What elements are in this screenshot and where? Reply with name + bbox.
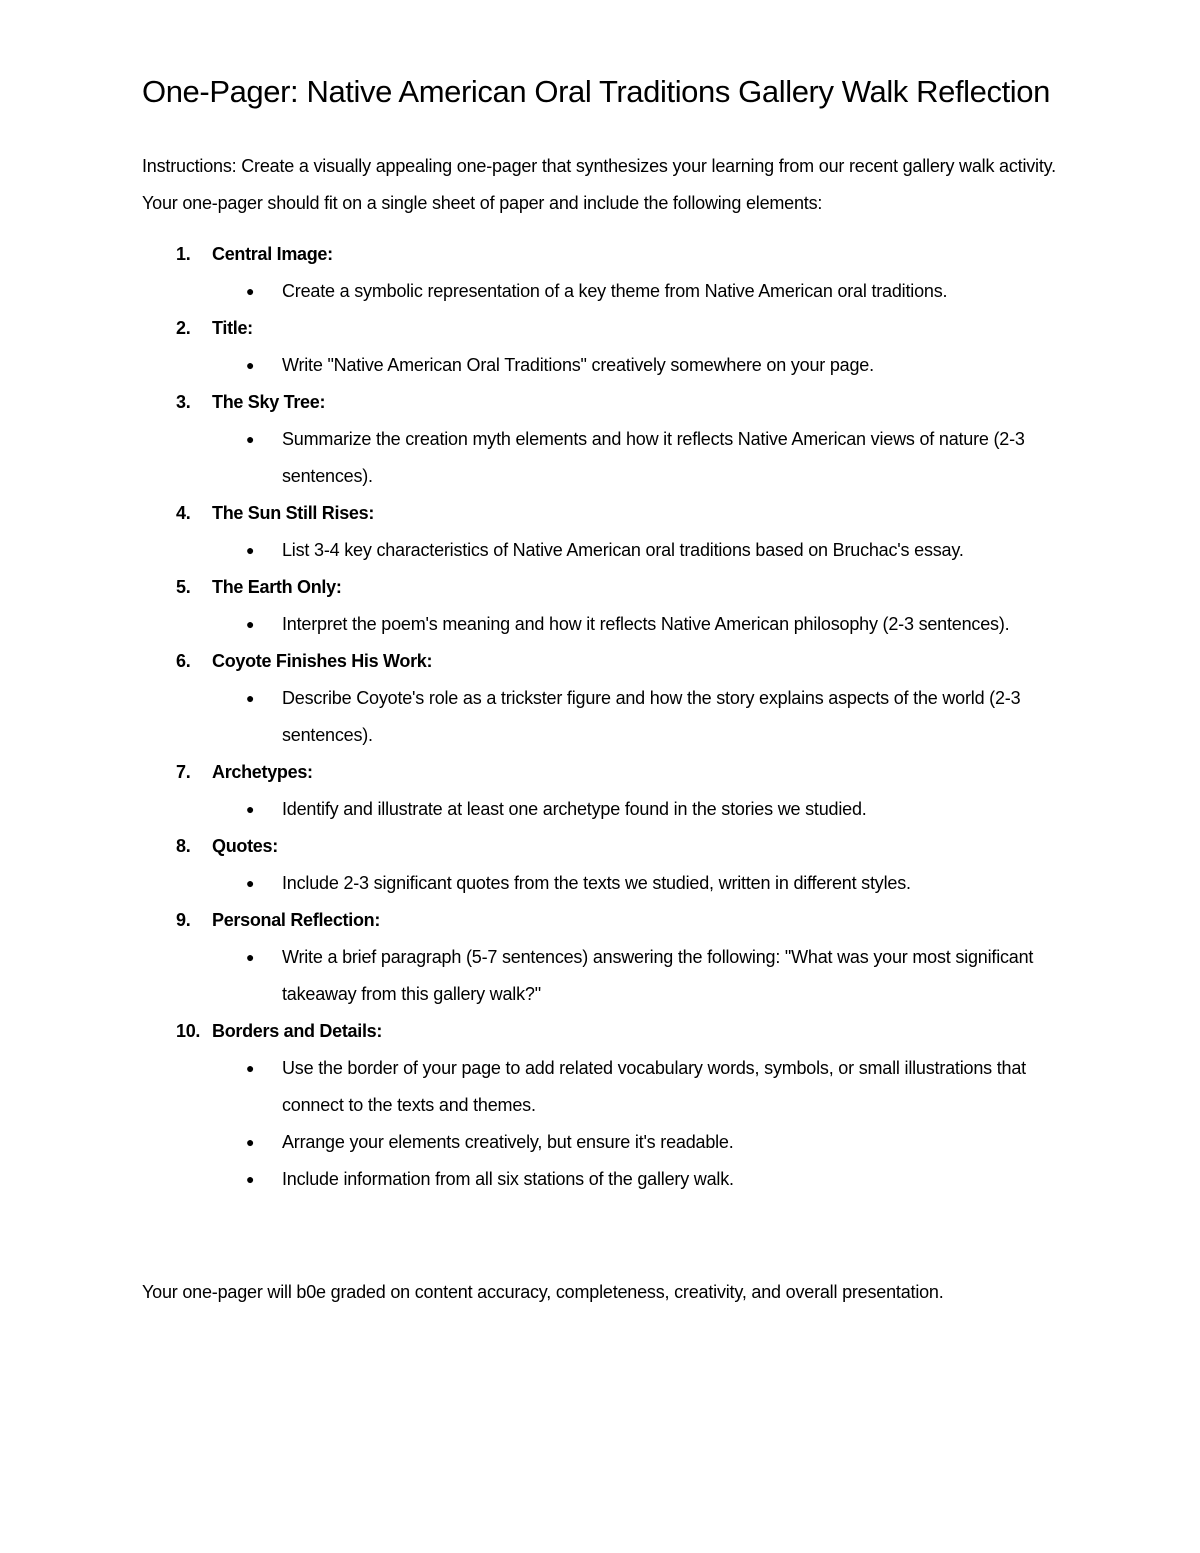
bullet-text: Summarize the creation myth elements and how it reflects Native American views of nature (2-3 sentences). <box>282 429 1025 486</box>
bullet-item <box>142 606 1060 643</box>
section-heading <box>142 754 1060 791</box>
bullet-dot-icon: ● <box>246 690 255 706</box>
section-number: 3. <box>176 392 191 412</box>
bullet-list <box>142 791 1060 828</box>
bullet-list <box>142 1050 1060 1198</box>
bullet-dot-icon: ● <box>246 801 255 817</box>
bullet-dot-icon: ● <box>246 949 255 965</box>
bullet-list <box>142 865 1060 902</box>
section-heading <box>142 236 1060 273</box>
section-heading <box>142 828 1060 865</box>
section-number: 7. <box>176 762 191 782</box>
bullet-text: Use the border of your page to add related vocabulary words, symbols, or small illustrations that connect to the texts and themes. <box>282 1058 1026 1115</box>
bullet-item <box>142 1161 1060 1198</box>
grading-note: Your one-pager will b0e graded on content accuracy, completeness, creativity, and overall presentation. <box>142 1282 944 1302</box>
bullet-item <box>142 1124 1060 1161</box>
list-item <box>142 569 1060 643</box>
section-heading <box>142 569 1060 606</box>
section-number: 4. <box>176 503 191 523</box>
bullet-item <box>142 273 1060 310</box>
page-title: One-Pager: Native American Oral Traditions Gallery Walk Reflection <box>142 74 1050 109</box>
bullet-text: Include information from all six stations of the gallery walk. <box>282 1169 734 1189</box>
bullet-item <box>142 791 1060 828</box>
bullet-text: Write a brief paragraph (5-7 sentences) answering the following: "What was your most significant takeaway from this gallery walk?" <box>282 947 1034 1004</box>
list-item <box>142 384 1060 495</box>
section-heading <box>142 495 1060 532</box>
bullet-text: Describe Coyote's role as a trickster figure and how the story explains aspects of the world (2-3 sentences). <box>282 688 1021 745</box>
bullet-list <box>142 532 1060 569</box>
section-heading <box>142 902 1060 939</box>
section-number: 1. <box>176 244 191 264</box>
section-label: Archetypes: <box>212 762 313 782</box>
instructions-paragraph: Instructions: Create a visually appealing one-pager that synthesizes your learning from our recent gallery walk activity. Your one-pager should fit on a single sheet of paper and include the following elements: <box>142 156 1056 213</box>
bullet-text: Create a symbolic representation of a key theme from Native American oral traditions. <box>282 281 948 301</box>
list-item <box>142 310 1060 384</box>
section-heading <box>142 310 1060 347</box>
bullet-item <box>142 421 1060 495</box>
bullet-item <box>142 1050 1060 1124</box>
bullet-item <box>142 865 1060 902</box>
bullet-item <box>142 680 1060 754</box>
bullet-text: List 3-4 key characteristics of Native American oral traditions based on Bruchac's essay. <box>282 540 964 560</box>
section-number: 5. <box>176 577 191 597</box>
section-label: Central Image: <box>212 244 333 264</box>
bullet-text: Include 2-3 significant quotes from the texts we studied, written in different styles. <box>282 873 911 893</box>
section-label: Title: <box>212 318 253 338</box>
bullet-list <box>142 680 1060 754</box>
section-label: The Sun Still Rises: <box>212 503 375 523</box>
section-number: 10. <box>176 1021 201 1041</box>
bullet-item <box>142 939 1060 1013</box>
bullet-list <box>142 273 1060 310</box>
section-number: 9. <box>176 910 191 930</box>
bullet-list <box>142 939 1060 1013</box>
bullet-list <box>142 606 1060 643</box>
bullet-list <box>142 347 1060 384</box>
section-heading <box>142 384 1060 421</box>
section-label: Borders and Details: <box>212 1021 383 1041</box>
bullet-dot-icon: ● <box>246 875 255 891</box>
section-heading <box>142 1013 1060 1050</box>
bullet-dot-icon: ● <box>246 616 255 632</box>
section-label: Coyote Finishes His Work: <box>212 651 433 671</box>
bullet-item <box>142 347 1060 384</box>
section-label: Quotes: <box>212 836 278 856</box>
bullet-dot-icon: ● <box>246 431 255 447</box>
section-heading <box>142 643 1060 680</box>
bullet-dot-icon: ● <box>246 1060 255 1076</box>
section-number: 8. <box>176 836 191 856</box>
bullet-item <box>142 532 1060 569</box>
section-number: 6. <box>176 651 191 671</box>
bullet-text: Write "Native American Oral Traditions" creatively somewhere on your page. <box>282 355 874 375</box>
section-label: The Sky Tree: <box>212 392 326 412</box>
element-list <box>142 236 1060 1198</box>
bullet-dot-icon: ● <box>246 542 255 558</box>
bullet-text: Interpret the poem's meaning and how it reflects Native American philosophy (2-3 sentences). <box>282 614 1010 634</box>
bullet-text: Identify and illustrate at least one archetype found in the stories we studied. <box>282 799 867 819</box>
bullet-dot-icon: ● <box>246 1134 255 1150</box>
bullet-list <box>142 421 1060 495</box>
section-label: Personal Reflection: <box>212 910 381 930</box>
list-item <box>142 643 1060 754</box>
list-item <box>142 236 1060 310</box>
bullet-dot-icon: ● <box>246 1171 255 1187</box>
bullet-text: Arrange your elements creatively, but ensure it's readable. <box>282 1132 734 1152</box>
bullet-dot-icon: ● <box>246 357 255 373</box>
section-label: The Earth Only: <box>212 577 342 597</box>
list-item <box>142 902 1060 1013</box>
list-item <box>142 495 1060 569</box>
bullet-dot-icon: ● <box>246 283 255 299</box>
list-item <box>142 754 1060 828</box>
list-item <box>142 828 1060 902</box>
section-number: 2. <box>176 318 191 338</box>
list-item <box>142 1013 1060 1198</box>
